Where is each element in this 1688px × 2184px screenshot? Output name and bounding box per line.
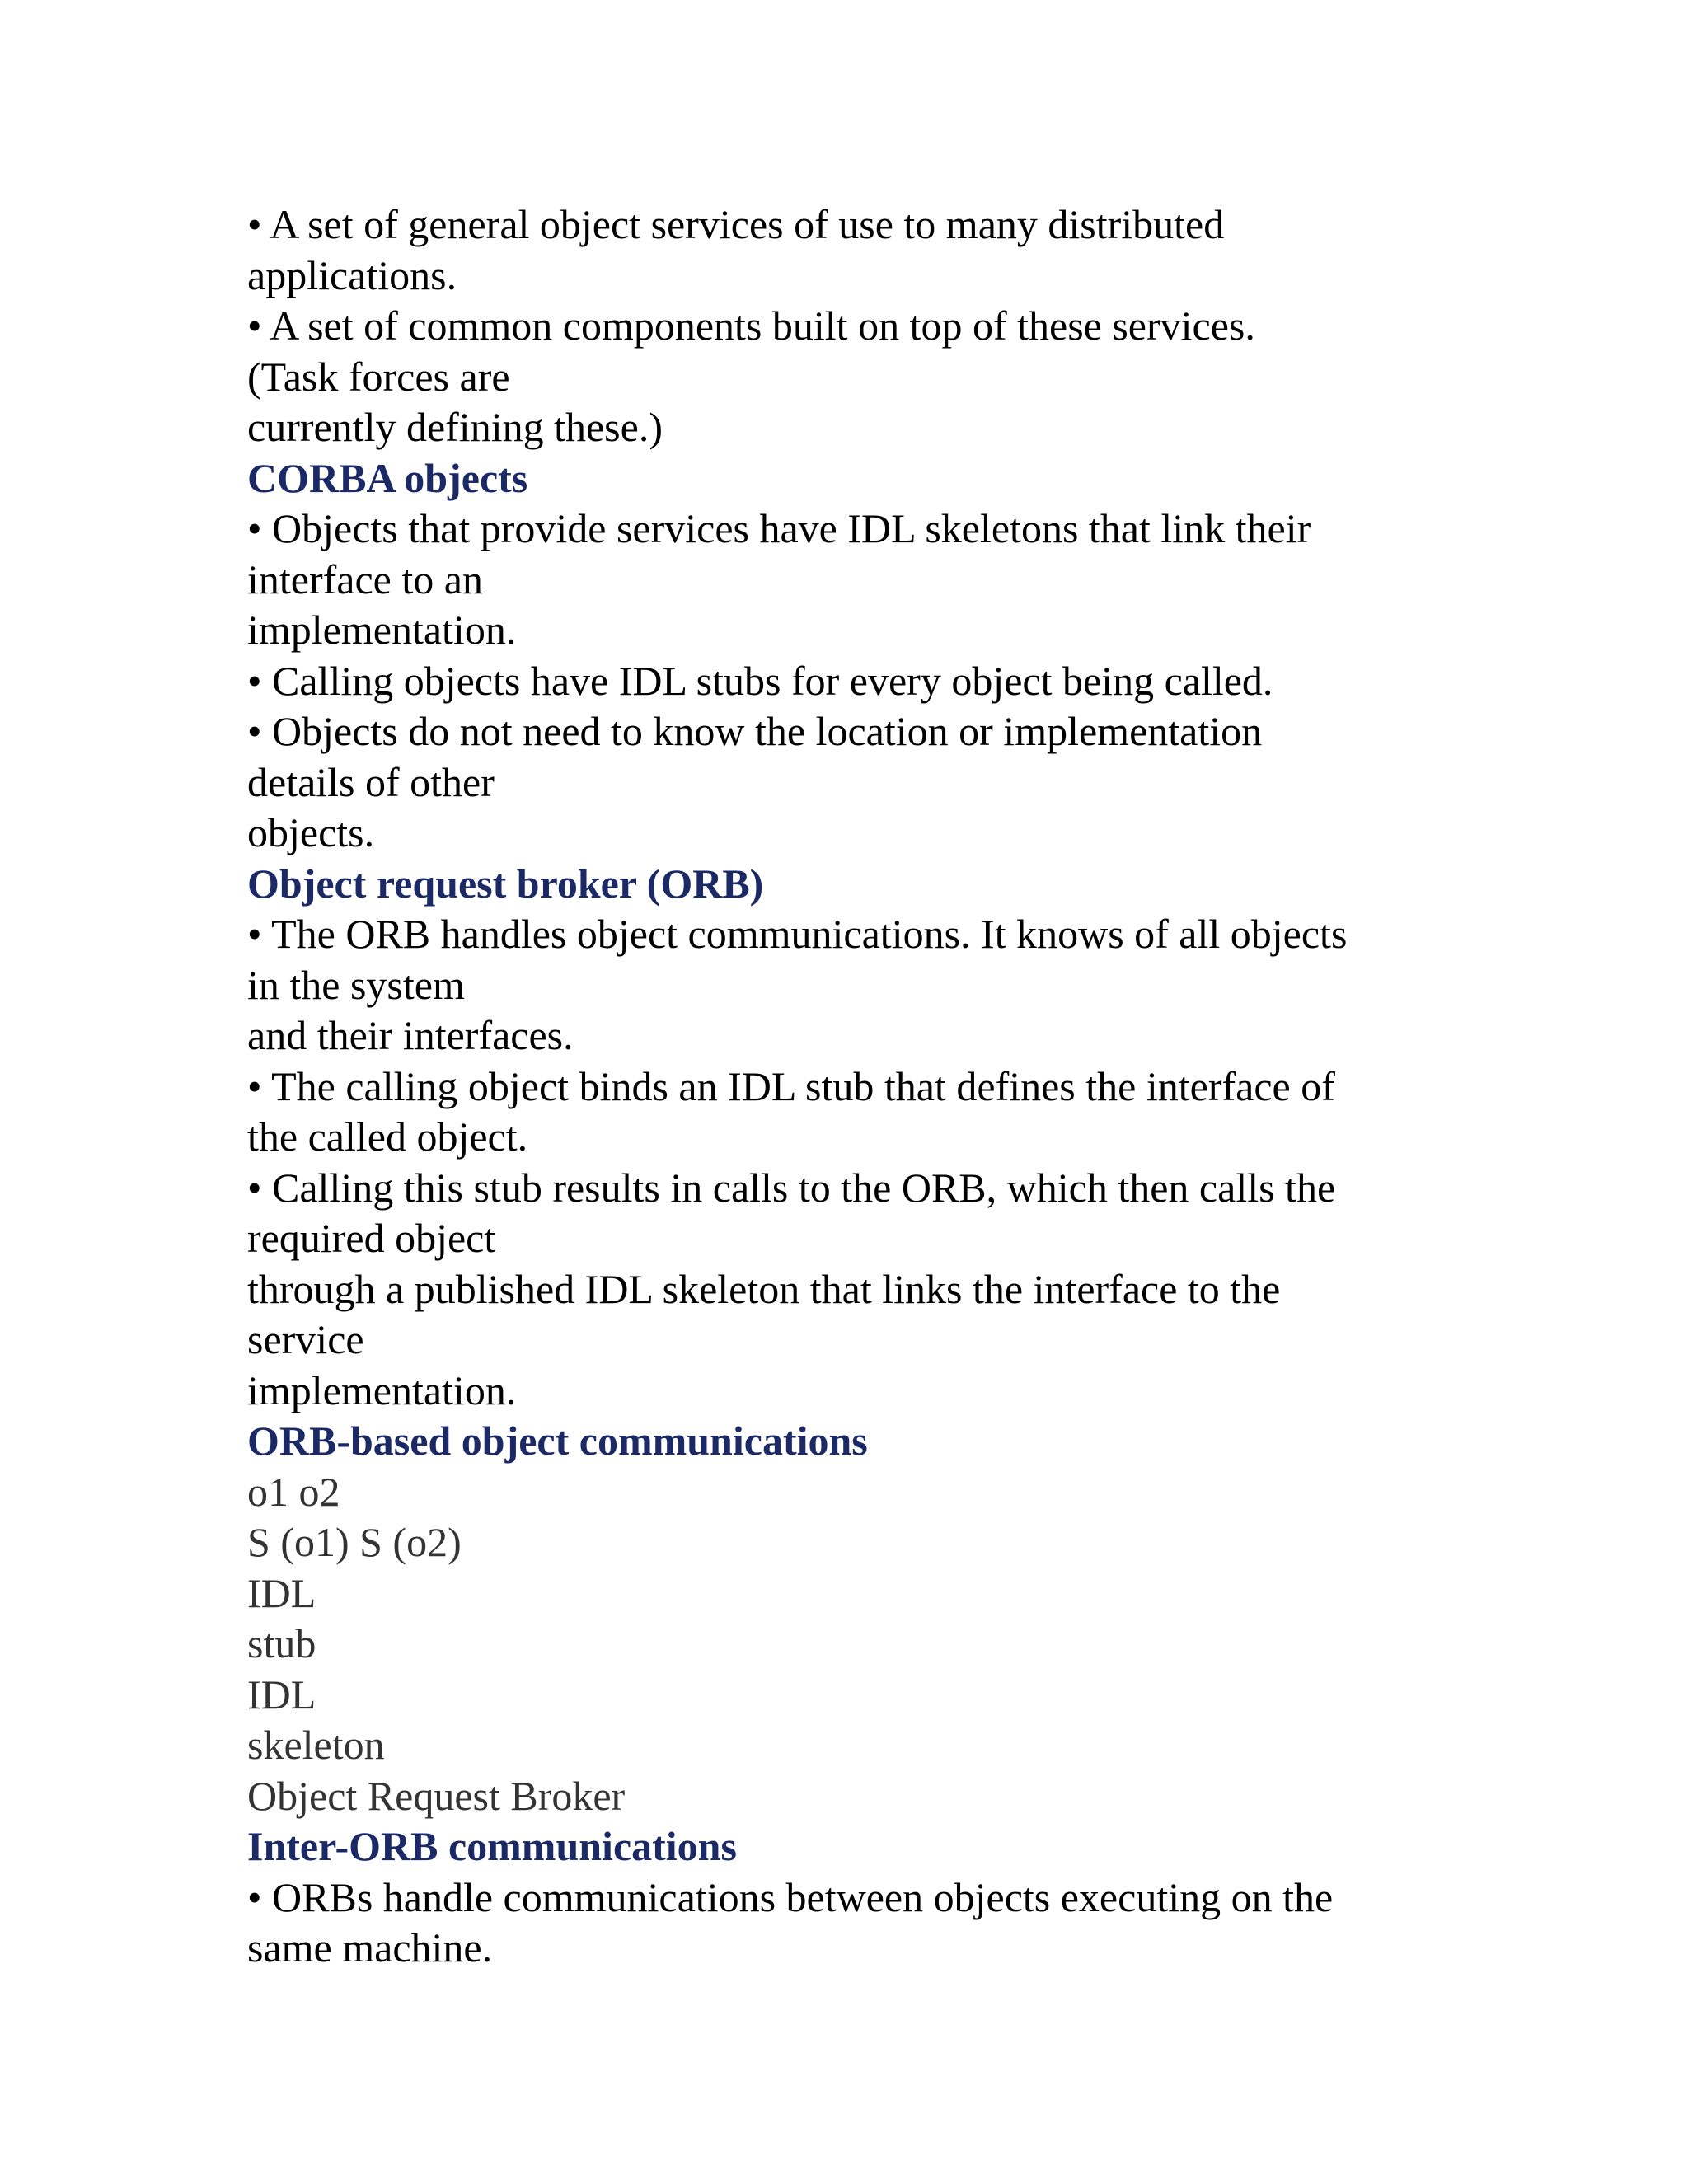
text-line: objects. <box>247 809 375 855</box>
text-line: through a published IDL skeleton that links the interface to the <box>247 1265 1281 1312</box>
text-line: • Objects do not need to know the location or implementation <box>247 708 1263 754</box>
text-line: the called object. <box>247 1113 528 1160</box>
diagram-label: Object Request Broker <box>247 1772 626 1819</box>
text-line: • Calling this stub results in calls to the ORB, which then calls the <box>247 1164 1336 1211</box>
text-line: implementation. <box>247 1366 517 1413</box>
text-line: (Task forces are <box>247 353 510 400</box>
diagram-label: o1 o2 <box>247 1468 340 1515</box>
text-line: service <box>247 1316 364 1362</box>
document-page <box>247 199 1533 1974</box>
text-line: and their interfaces. <box>247 1012 574 1058</box>
text-line: same machine. <box>247 1924 493 1971</box>
text-line: • A set of common components built on top of these services. <box>247 302 1255 349</box>
diagram-label: S (o1) S (o2) <box>247 1519 462 1565</box>
text-line: • ORBs handle communications between objects executing on the <box>247 1873 1334 1920</box>
text-line: interface to an <box>247 555 483 602</box>
text-line: currently defining these.) <box>247 404 663 450</box>
text-line: details of other <box>247 758 495 805</box>
text-line: • Calling objects have IDL stubs for every object being called. <box>247 657 1273 704</box>
diagram-label: stub <box>247 1620 316 1666</box>
text-line: • The calling object binds an IDL stub that defines the interface of <box>247 1062 1335 1109</box>
text-line: • The ORB handles object communications. It knows of all objects <box>247 911 1348 957</box>
text-line: in the system <box>247 961 465 1008</box>
section-heading: CORBA objects <box>247 454 528 501</box>
section-heading: ORB-based object communications <box>247 1418 868 1464</box>
text-line: required object <box>247 1215 496 1261</box>
section-heading: Inter-ORB communications <box>247 1823 737 1869</box>
text-line: implementation. <box>247 607 517 653</box>
section-heading: Object request broker (ORB) <box>247 860 764 907</box>
text-line: • A set of general object services of use to many distributed <box>247 201 1225 247</box>
text-line: applications. <box>247 251 457 298</box>
diagram-label: IDL <box>247 1671 316 1718</box>
text-line: • Objects that provide services have IDL skeletons that link their <box>247 505 1311 551</box>
diagram-label: skeleton <box>247 1722 385 1768</box>
diagram-label: IDL <box>247 1569 316 1616</box>
